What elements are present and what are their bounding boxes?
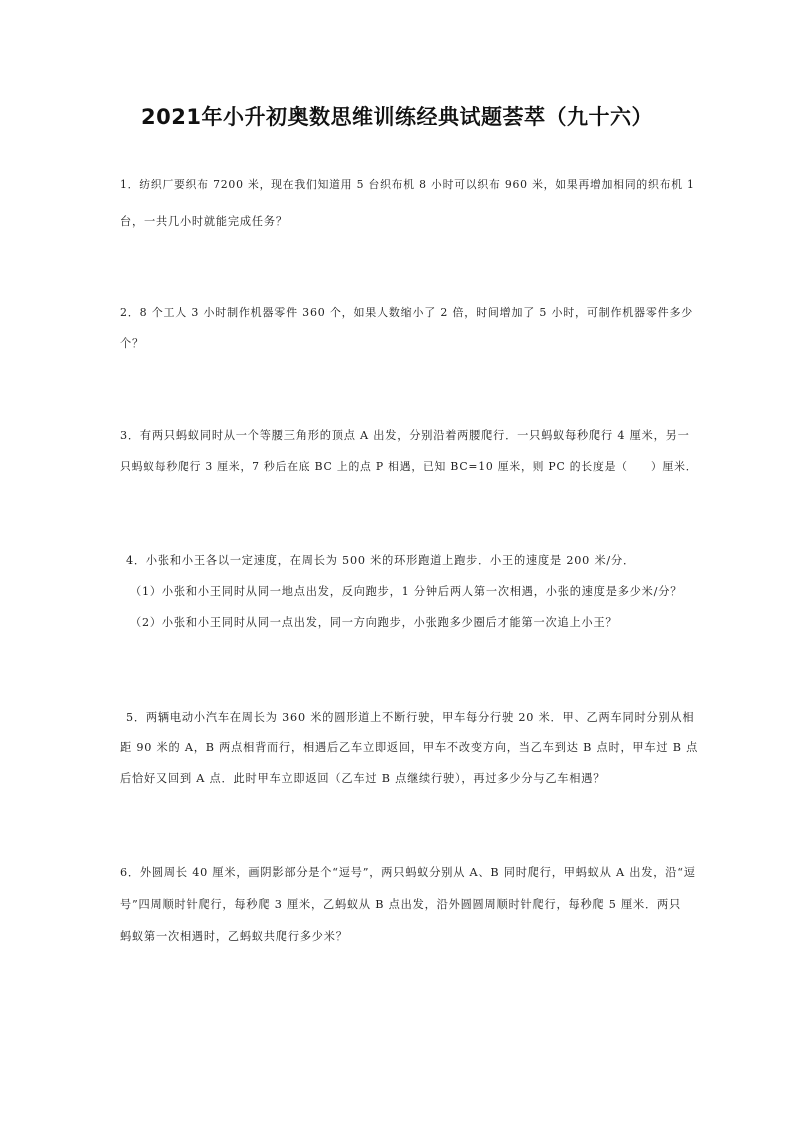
- question-5-line-3: 后恰好又回到 A 点．此时甲车立即返回（乙车过 B 点继续行驶），再过多少分与乙车相遇？: [120, 772, 606, 785]
- question-4-line-1: 4．小张和小王各以一定速度，在周长为 500 米的环形跑道上跑步．小王的速度是 200 米/分．: [126, 554, 635, 567]
- question-6-line-1: 6．外圆周长 40 厘米，画阴影部分是个“逗号”，两只蚂蚁分别从 A、B 同时爬行，甲蚂蚁从 A 出发，沿“逗: [120, 866, 696, 879]
- question-1-line-2: 台，一共几小时就能完成任务？: [120, 215, 288, 228]
- question-2-line-1: 2．8 个工人 3 小时制作机器零件 360 个，如果人数缩小了 2 倍，时间增加了 5 小时，可制作机器零件多少: [120, 306, 694, 319]
- page-title: 2021年小升初奥数思维训练经典试题荟萃（九十六）: [141, 105, 653, 129]
- question-1-line-1: 1．纺织厂要织布 7200 米，现在我们知道用 5 台织布机 8 小时可以织布 960 米，如果再增加相同的织布机 1: [120, 178, 695, 191]
- question-5-line-2: 距 90 米的 A，B 两点相背而行，相遇后乙车立即返回，甲车不改变方向，当乙车到达 B 点时，甲车过 B 点: [120, 741, 699, 754]
- question-4-line-2: （1）小张和小王同时从同一地点出发，反向跑步，1 分钟后两人第一次相遇，小张的速度是多少米/分？: [130, 585, 683, 598]
- question-3-line-2: 只蚂蚁每秒爬行 3 厘米，7 秒后在底 BC 上的点 P 相遇，已知 BC=10 厘米，则 PC 的长度是（ ）厘米．: [120, 460, 698, 473]
- question-2-line-2: 个？: [120, 337, 144, 350]
- question-3-line-1: 3．有两只蚂蚁同时从一个等腰三角形的顶点 A 出发，分别沿着两腰爬行．一只蚂蚁每秒爬行 4 厘米，另一: [120, 429, 690, 442]
- question-6-line-2: 号”四周顺时针爬行，每秒爬 3 厘米，乙蚂蚁从 B 点出发，沿外圆圆周顺时针爬行，每秒爬 5 厘米．两只: [120, 898, 681, 911]
- question-6-line-3: 蚂蚁第一次相遇时，乙蚂蚁共爬行多少米？: [120, 930, 348, 943]
- question-5-line-1: 5．两辆电动小汽车在周长为 360 米的圆形道上不断行驶，甲车每分行驶 20 米．甲、乙两车同时分别从相: [126, 711, 695, 724]
- question-4-line-3: （2）小张和小王同时从同一点出发，同一方向跑步，小张跑多少圈后才能第一次追上小王？: [130, 616, 618, 629]
